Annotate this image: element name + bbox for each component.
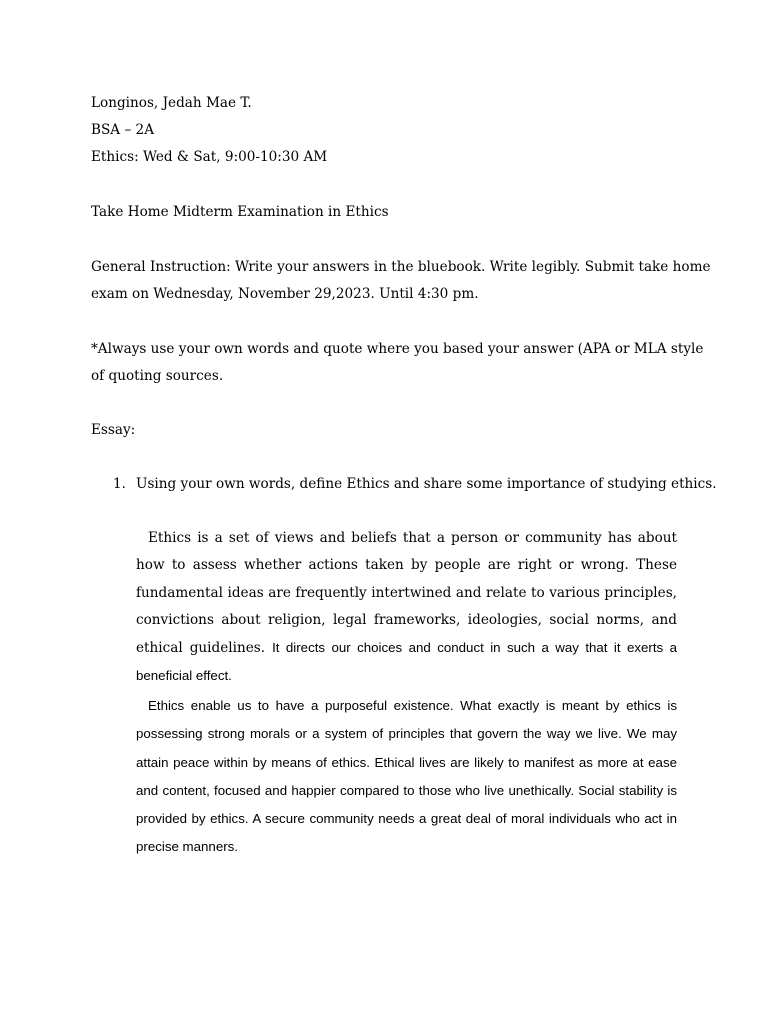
instruction-line-1: General Instruction: Write your answers in the bluebook. Write legibly. Submit take home xyxy=(91,259,711,275)
essay-label: Essay: xyxy=(91,422,136,438)
note-line-1: *Always use your own words and quote where you based your answer (APA or MLA style xyxy=(91,341,704,357)
instruction-line-2: exam on Wednesday, November 29,2023. Until 4:30 pm. xyxy=(91,286,479,302)
student-section: BSA – 2A xyxy=(91,122,155,138)
student-name: Longinos, Jedah Mae T. xyxy=(91,95,252,111)
answer-paragraph-1 xyxy=(136,525,677,691)
answer-paragraph-2 xyxy=(136,692,677,862)
answer-paragraph-1-main: Ethics is a set of views and beliefs that a person or community has about how to assess whether actions taken by people are right or wrong. These fundamental ideas are frequently intertwined and relate to various principles, convictions about religion, legal frameworks, ideologies, social norms, and ethical guidelines. xyxy=(136,530,677,657)
answer-paragraph-1-tail: It directs our choices and conduct in such a way that it exerts a beneficial effect. xyxy=(136,640,677,684)
class-schedule: Ethics: Wed & Sat, 9:00-10:30 AM xyxy=(91,149,328,165)
note-line-2: of quoting sources. xyxy=(91,368,224,384)
exam-title: Take Home Midterm Examination in Ethics xyxy=(91,204,389,220)
answer-paragraph-2-text: Ethics enable us to have a purposeful existence. What exactly is meant by ethics is possessing strong morals or a system of principles that govern the way we live. We may attain peace within by means of ethics. Ethical lives are likely to manifest as more at ease and content, focused and happier compared to those who live unethically. Social stability is provided by ethics. A secure community needs a great deal of moral individuals who act in precise manners. xyxy=(136,698,677,855)
question-text: Using your own words, define Ethics and share some importance of studying ethics. xyxy=(136,476,717,492)
question-number: 1. xyxy=(113,476,126,492)
